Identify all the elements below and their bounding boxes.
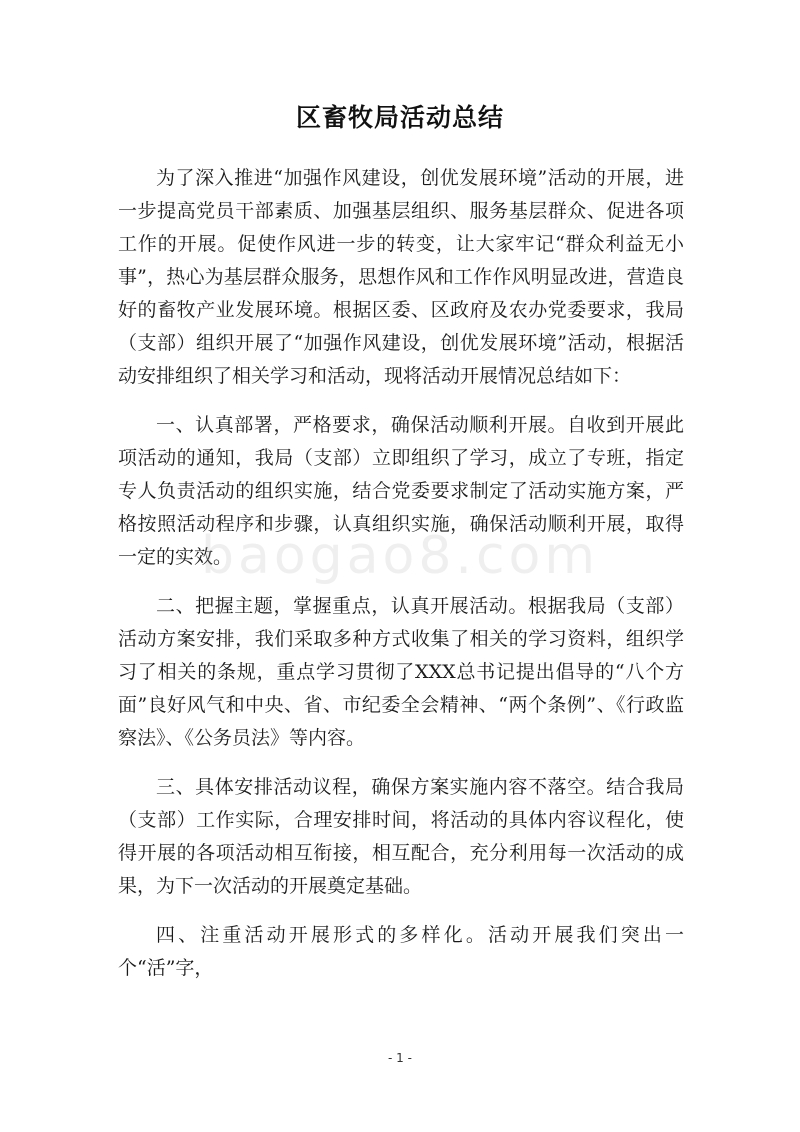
paragraph-section-3: 三、具体安排活动议程，确保方案实施内容不落空。结合我局（支部）工作实际，合理安排时间，将活动的具体内容议程化，使得开展的各项活动相互衔接，相互配合，充分利用每一次活动的成果，为下一次活动的开展奠定基础。 — [118, 776, 684, 897]
paragraph-section-1: 一、认真部署，严格要求，确保活动顺利开展。自收到开展此项活动的通知，我局（支部）立即组织了学习，成立了专班，指定专人负责活动的组织实施，结合党委要求制定了活动实施方案，严格按照活动程序和步骤，认真组织实施，确保活动顺利开展，取得一定的实效。 — [118, 414, 684, 568]
paragraph-section-2: 二、把握主题，掌握重点，认真开展活动。根据我局（支部）活动方案安排，我们采取多种方式收集了相关的学习资料，组织学习了相关的条规，重点学习贯彻了XXX总书记提出倡导的“八个方面”良好风气和中央、省、市纪委全会精神、“两个条例”、《行政监察法》、《公务员法》等内容。 — [118, 595, 684, 749]
document-title: 区畜牧局活动总结 — [295, 103, 504, 132]
watermark: baogao8.com — [200, 526, 600, 586]
paragraph-section-4: 四、注重活动开展形式的多样化。活动开展我们突出一个“活”字， — [118, 924, 684, 979]
paragraph-intro: 为了深入推进“加强作风建设，创优发展环境”活动的开展，进一步提高党员干部素质、加强基层组织、服务基层群众、促进各项工作的开展。促使作风进一步的转变，让大家牢记“群众利益无小事”，热心为基层群众服务，思想作风和工作作风明显改进，营造良好的畜牧产业发展环境。根据区委、区政府及农办党委要求，我局（支部）组织开展了“加强作风建设，创优发展环境”活动，根据活动安排组织了相关学习和活动，现将活动开展情况总结如下： — [118, 167, 684, 387]
page-number: - 1 - — [388, 1051, 412, 1065]
document-body — [118, 162, 684, 1001]
